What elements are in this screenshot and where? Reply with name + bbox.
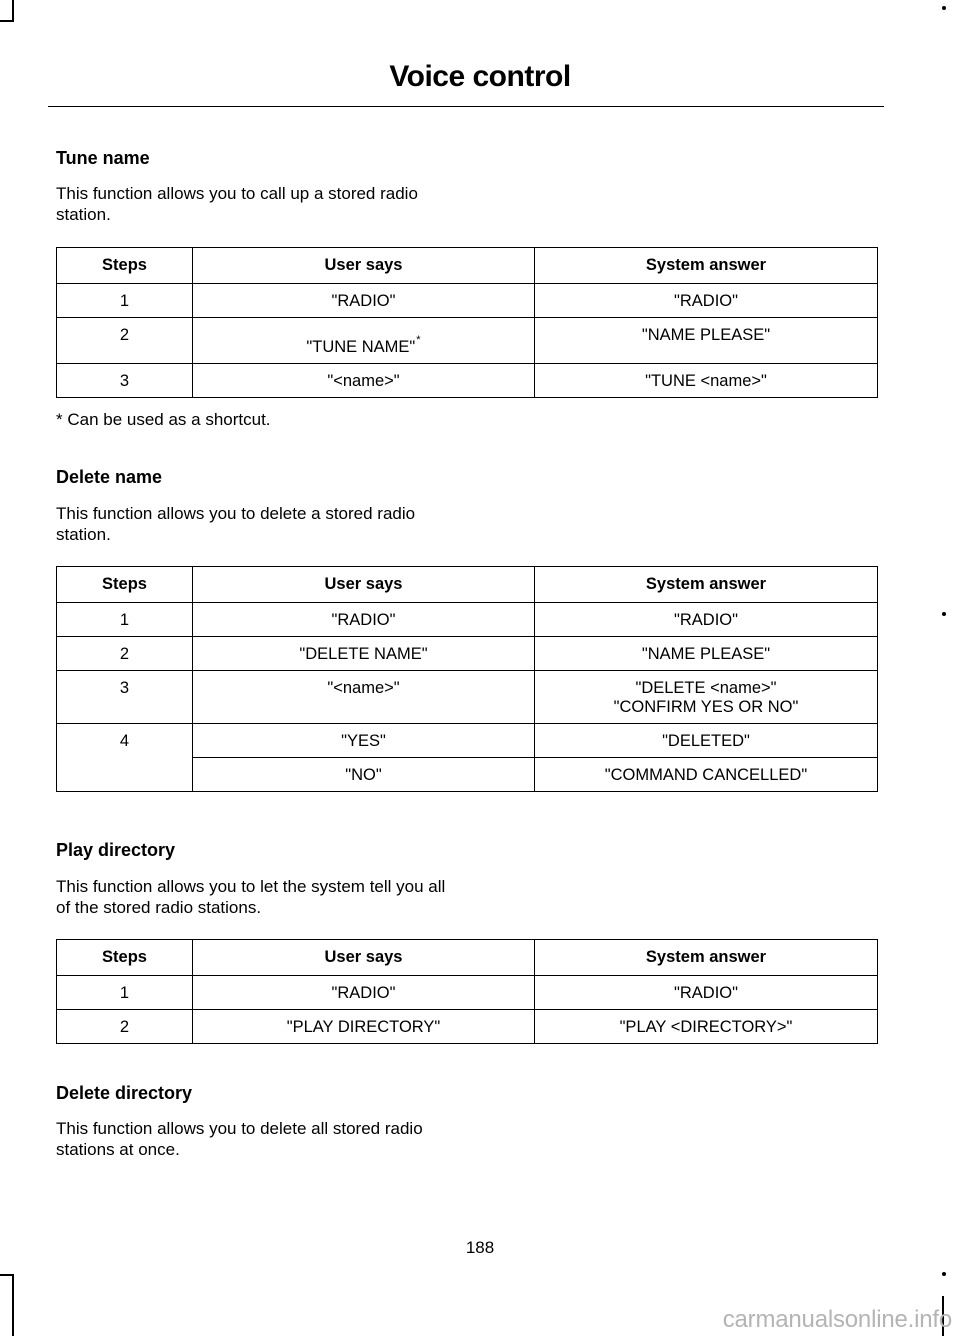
section-description: This function allows you to call up a stored radio station.: [56, 184, 418, 224]
column-header: User says: [193, 940, 535, 976]
section-heading-tune-name: Tune name: [56, 148, 150, 168]
footnote: * Can be used as a shortcut.: [56, 410, 271, 429]
table-row: [57, 364, 878, 398]
registration-dot: [942, 1272, 946, 1276]
column-header: User says: [193, 567, 535, 603]
system-answer-cell: "RADIO": [535, 603, 878, 637]
shortcut-marker: *: [416, 334, 421, 346]
section-description: This function allows you to delete all stored radio stations at once.: [56, 1119, 423, 1159]
step-cell: 3: [57, 364, 193, 398]
crop-mark-top-left: [0, 0, 14, 22]
title-divider: [48, 106, 884, 107]
user-says-cell: "NO": [193, 758, 535, 792]
table-row: [57, 976, 878, 1010]
system-answer-line: "CONFIRM YES OR NO": [613, 698, 799, 716]
system-answer-cell: "PLAY <DIRECTORY>": [535, 1010, 878, 1044]
system-answer-cell: "RADIO": [535, 976, 878, 1010]
section-heading-play-directory: Play directory: [56, 840, 176, 860]
column-header: System answer: [535, 940, 878, 976]
table-row: [57, 318, 878, 364]
column-header: System answer: [535, 248, 878, 284]
table-header-row: [57, 940, 878, 976]
user-says-text: "TUNE NAME": [306, 338, 416, 356]
user-says-cell: "RADIO": [193, 603, 535, 637]
step-cell: 2: [57, 318, 193, 364]
play-directory-table: [56, 939, 878, 1044]
column-header: System answer: [535, 567, 878, 603]
user-says-cell: "<name>": [193, 671, 535, 724]
registration-dot: [942, 612, 946, 616]
column-header: Steps: [57, 940, 193, 976]
section-heading-delete-directory: Delete directory: [56, 1083, 193, 1103]
system-answer-cell: "DELETED": [535, 724, 878, 758]
table-row: [57, 724, 878, 758]
table-row: [57, 671, 878, 724]
user-says-cell: "PLAY DIRECTORY": [193, 1010, 535, 1044]
user-says-cell: "RADIO": [193, 284, 535, 318]
table-header-row: [57, 567, 878, 603]
page-title: Voice control: [389, 60, 571, 93]
step-cell: 3: [57, 671, 193, 724]
user-says-cell: [193, 318, 535, 364]
step-cell: 4: [57, 724, 193, 792]
user-says-cell: "YES": [193, 724, 535, 758]
section-description: This function allows you to let the system tell you all of the stored radio stations.: [56, 877, 446, 917]
column-header: Steps: [57, 248, 193, 284]
table-row: [57, 637, 878, 671]
watermark: carmanualsonline.info: [722, 1306, 952, 1333]
delete-name-table: [56, 566, 878, 792]
crop-mark-bottom-left: [0, 1274, 14, 1336]
step-cell: 1: [57, 976, 193, 1010]
table-row: [57, 1010, 878, 1044]
step-cell: 2: [57, 1010, 193, 1044]
system-answer-cell: "COMMAND CANCELLED": [535, 758, 878, 792]
registration-dot: [942, 6, 946, 10]
user-says-cell: "RADIO": [193, 976, 535, 1010]
step-cell: 2: [57, 637, 193, 671]
system-answer-cell: "TUNE <name>": [535, 364, 878, 398]
system-answer-cell: "NAME PLEASE": [535, 318, 878, 364]
system-answer-line: "DELETE <name>": [635, 679, 777, 697]
table-row: [57, 284, 878, 318]
table-header-row: [57, 248, 878, 284]
page-number: 188: [465, 1238, 495, 1257]
step-cell: 1: [57, 284, 193, 318]
system-answer-cell: "RADIO": [535, 284, 878, 318]
column-header: Steps: [57, 567, 193, 603]
table-row: [57, 603, 878, 637]
section-heading-delete-name: Delete name: [56, 467, 163, 487]
system-answer-cell: [535, 671, 878, 724]
column-header: User says: [193, 248, 535, 284]
tune-name-table: [56, 247, 878, 398]
user-says-cell: "DELETE NAME": [193, 637, 535, 671]
system-answer-cell: "NAME PLEASE": [535, 637, 878, 671]
user-says-cell: "<name>": [193, 364, 535, 398]
step-cell: 1: [57, 603, 193, 637]
section-description: This function allows you to delete a stored radio station.: [56, 504, 416, 544]
